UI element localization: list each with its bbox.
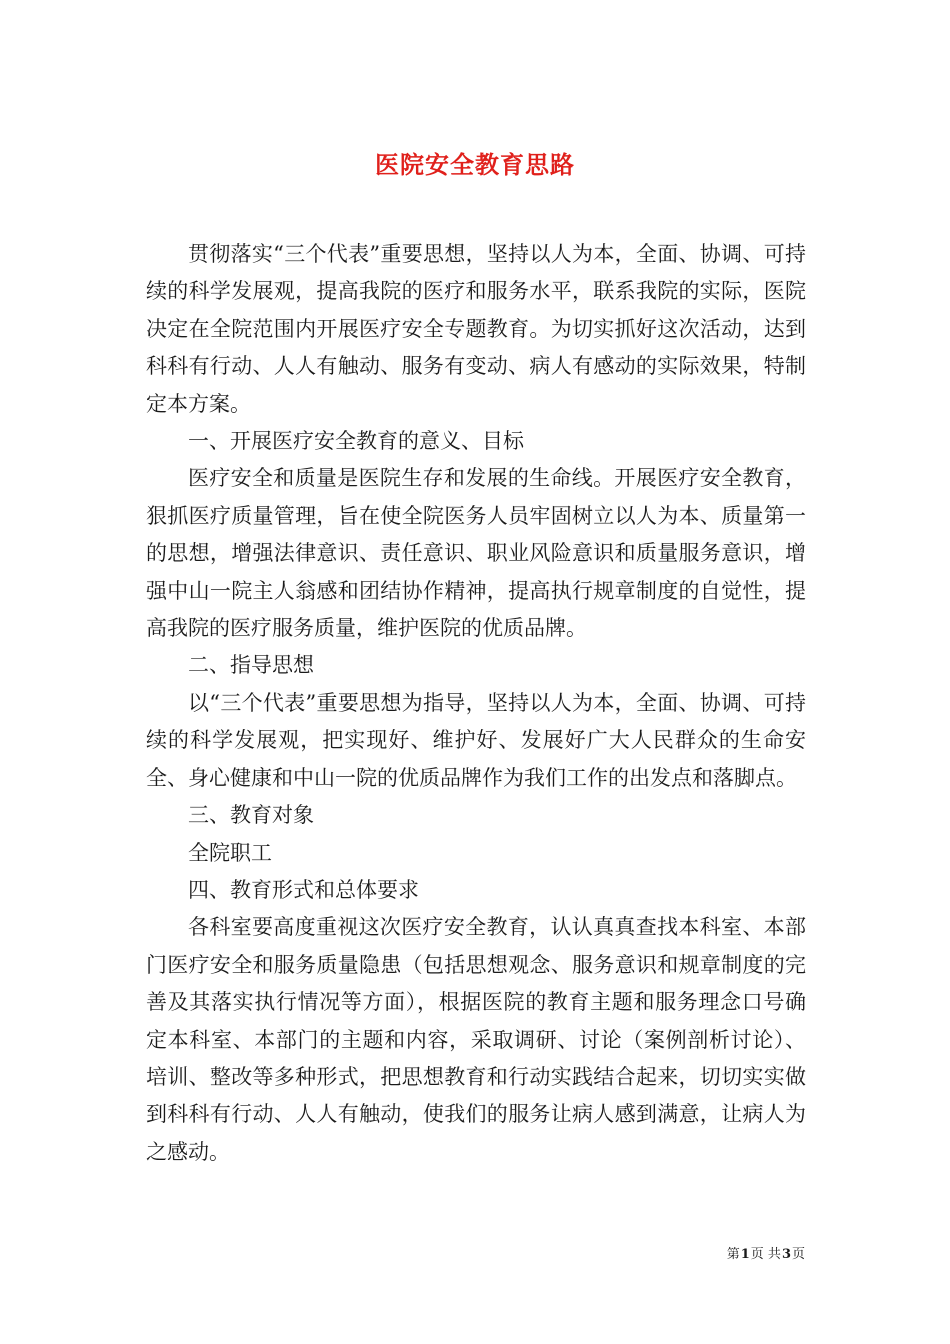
footer-middle: 页 共 [750, 1247, 781, 1262]
document-title: 医院安全教育思路 [375, 150, 575, 180]
intro-paragraph: 贯彻落实“三个代表”重要思想，坚持以人为本，全面、协调、可持续的科学发展观，提高我院的医疗和服务水平，联系我院的实际，医院决定在全院范围内开展医疗安全专题教育。为切实抓好这次活动，达到科科有行动、人人有触动、服务有变动、病人有感动的实际效果，特制定本方案。 [146, 242, 806, 416]
footer-suffix: 页 [791, 1247, 805, 1262]
section-heading-2: 二、指导思想 [188, 653, 314, 678]
page-number-footer [727, 1246, 805, 1264]
section-heading-4: 四、教育形式和总体要求 [188, 877, 419, 902]
footer-current-page: 1 [740, 1247, 750, 1262]
section-heading-3: 三、教育对象 [188, 803, 314, 828]
section-paragraph-4: 各科室要高度重视这次医疗安全教育，认认真真查找本科室、本部门医疗安全和服务质量隐患（包括思想观念、服务意识和规章制度的完善及其落实执行情况等方面），根据医院的教育主题和服务理念口号确定本科室、本部门的主题和内容，采取调研、讨论（案例剖析讨论）、培训、整改等多种形式，把思想教育和行动实践结合起来，切切实实做到科科有行动、人人有触动，使我们的服务让病人感到满意，让病人为之感动。 [146, 915, 806, 1164]
section-paragraph-2: 以“三个代表”重要思想为指导，坚持以人为本，全面、协调、可持续的科学发展观，把实现好、维护好、发展好广大人民群众的生命安全、身心健康和中山一院的优质品牌作为我们工作的出发点和落脚点。 [146, 690, 806, 790]
section-heading-1: 一、开展医疗安全教育的意义、目标 [188, 429, 524, 454]
section-paragraph-3: 全院职工 [188, 840, 272, 865]
section-paragraph-1: 医疗安全和质量是医院生存和发展的生命线。开展医疗安全教育，狠抓医疗质量管理，旨在使全院医务人员牢固树立以人为本、质量第一的思想，增强法律意识、责任意识、职业风险意识和质量服务意识，增强中山一院主人翁感和团结协作精神，提高执行规章制度的自觉性，提高我院的医疗服务质量，维护医院的优质品牌。 [146, 466, 806, 641]
document-body [146, 236, 806, 1171]
footer-total-pages: 3 [781, 1247, 791, 1262]
footer-prefix: 第 [726, 1247, 740, 1262]
